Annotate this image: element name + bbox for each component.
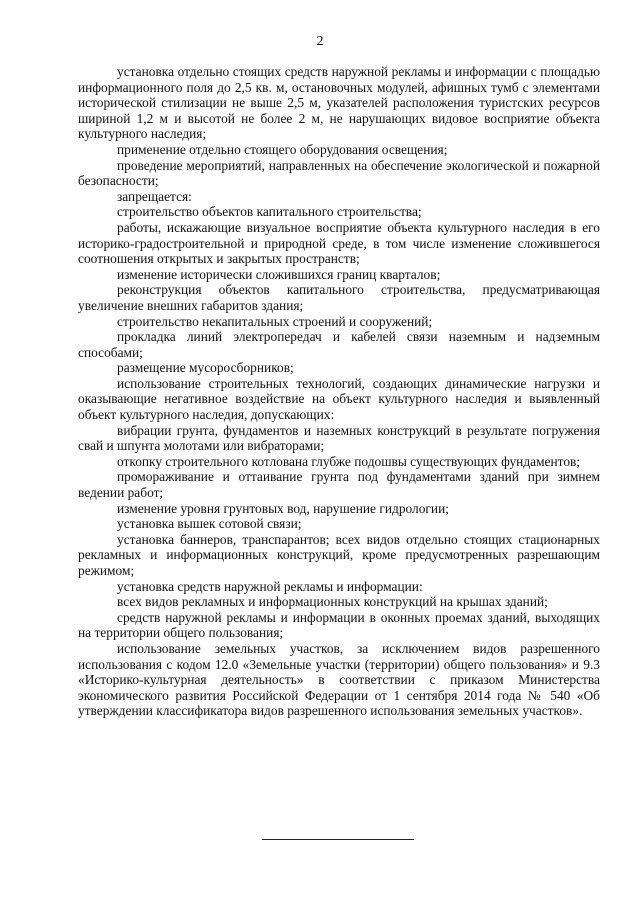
paragraph: изменение уровня грунтовых вод, нарушение гидрологии;	[117, 500, 449, 516]
page-number: 2	[316, 34, 324, 49]
paragraph: промораживание и оттаивание грунта под фундаментами зданий при зимнем ведении работ;	[78, 469, 600, 501]
paragraph: вибрации грунта, фундаментов и наземных конструкций в результате погружения свай и шпунта молотами или вибраторами;	[78, 422, 600, 454]
paragraph: строительство объектов капитального строительства;	[117, 204, 422, 220]
paragraph: прокладка линий электропередач и кабелей связи наземным и надземным способами;	[78, 329, 600, 360]
document-body	[78, 64, 600, 719]
paragraph: размещение мусоросборников;	[117, 360, 294, 376]
paragraph: строительство некапитальных строений и сооружений;	[117, 313, 433, 329]
paragraph: запрещается:	[117, 188, 192, 204]
paragraph: изменение исторически сложившихся границ кварталов;	[117, 266, 441, 282]
paragraph: установка отдельно стоящих средств наружной рекламы и информации с площадью информационного поля до 2,5 кв. м, остановочных модулей, афишных тумб с элементами исторической стилизации не выше 2,5 м, указателей расположения туристских ресурсов шириной 1,2 м и высотой не более 2 м, не нарушающих видовое восприятие объекта культурного наследия;	[78, 64, 600, 142]
paragraph: откопку строительного котлована глубже подошвы существующих фундаментов;	[117, 453, 581, 469]
paragraph: установка средств наружной рекламы и информации:	[117, 578, 423, 594]
paragraph: использование строительных технологий, создающих динамические нагрузки и оказывающие негативное воздействие на объект культурного наследия и выявленный объект культурного наследия, допускающих:	[78, 375, 600, 423]
paragraph: всех видов рекламных и информационных конструкций на крышах зданий;	[117, 594, 548, 610]
paragraph: реконструкция объектов капитального строительства, предусматривающая увеличение внешних габаритов здания;	[78, 282, 600, 313]
footer-divider	[262, 839, 414, 840]
paragraph: работы, искажающие визуальное восприятие объекта культурного наследия в его историко-градостроительной и природной среде, в том числе изменение сложившегося соотношения открытых и закрытых пространств;	[78, 219, 600, 267]
paragraph: применение отдельно стоящего оборудования освещения;	[117, 141, 448, 157]
paragraph: установка вышек сотовой связи;	[117, 516, 302, 532]
paragraph: средств наружной рекламы и информации в оконных проемах зданий, выходящих на территории общего пользования;	[78, 609, 600, 641]
paragraph: использование земельных участков, за исключением видов разрешенного использования с кодом 12.0 «Земельные участки (территории) общего пользования» и 9.3 «Историко-культурная деятельность» в соответствии с приказом Министерства экономического развития Российской Федерации от 1 сентября 2014 года № 540 «Об утверждении классификатора видов разрешенного использования земельных участков».	[78, 640, 600, 719]
paragraph: установка баннеров, транспарантов; всех видов отдельно стоящих стационарных рекламных и информационных конструкций, кроме предусмотренных разрешающим режимом;	[78, 531, 600, 578]
paragraph: проведение мероприятий, направленных на обеспечение экологической и пожарной безопасности;	[78, 157, 600, 189]
